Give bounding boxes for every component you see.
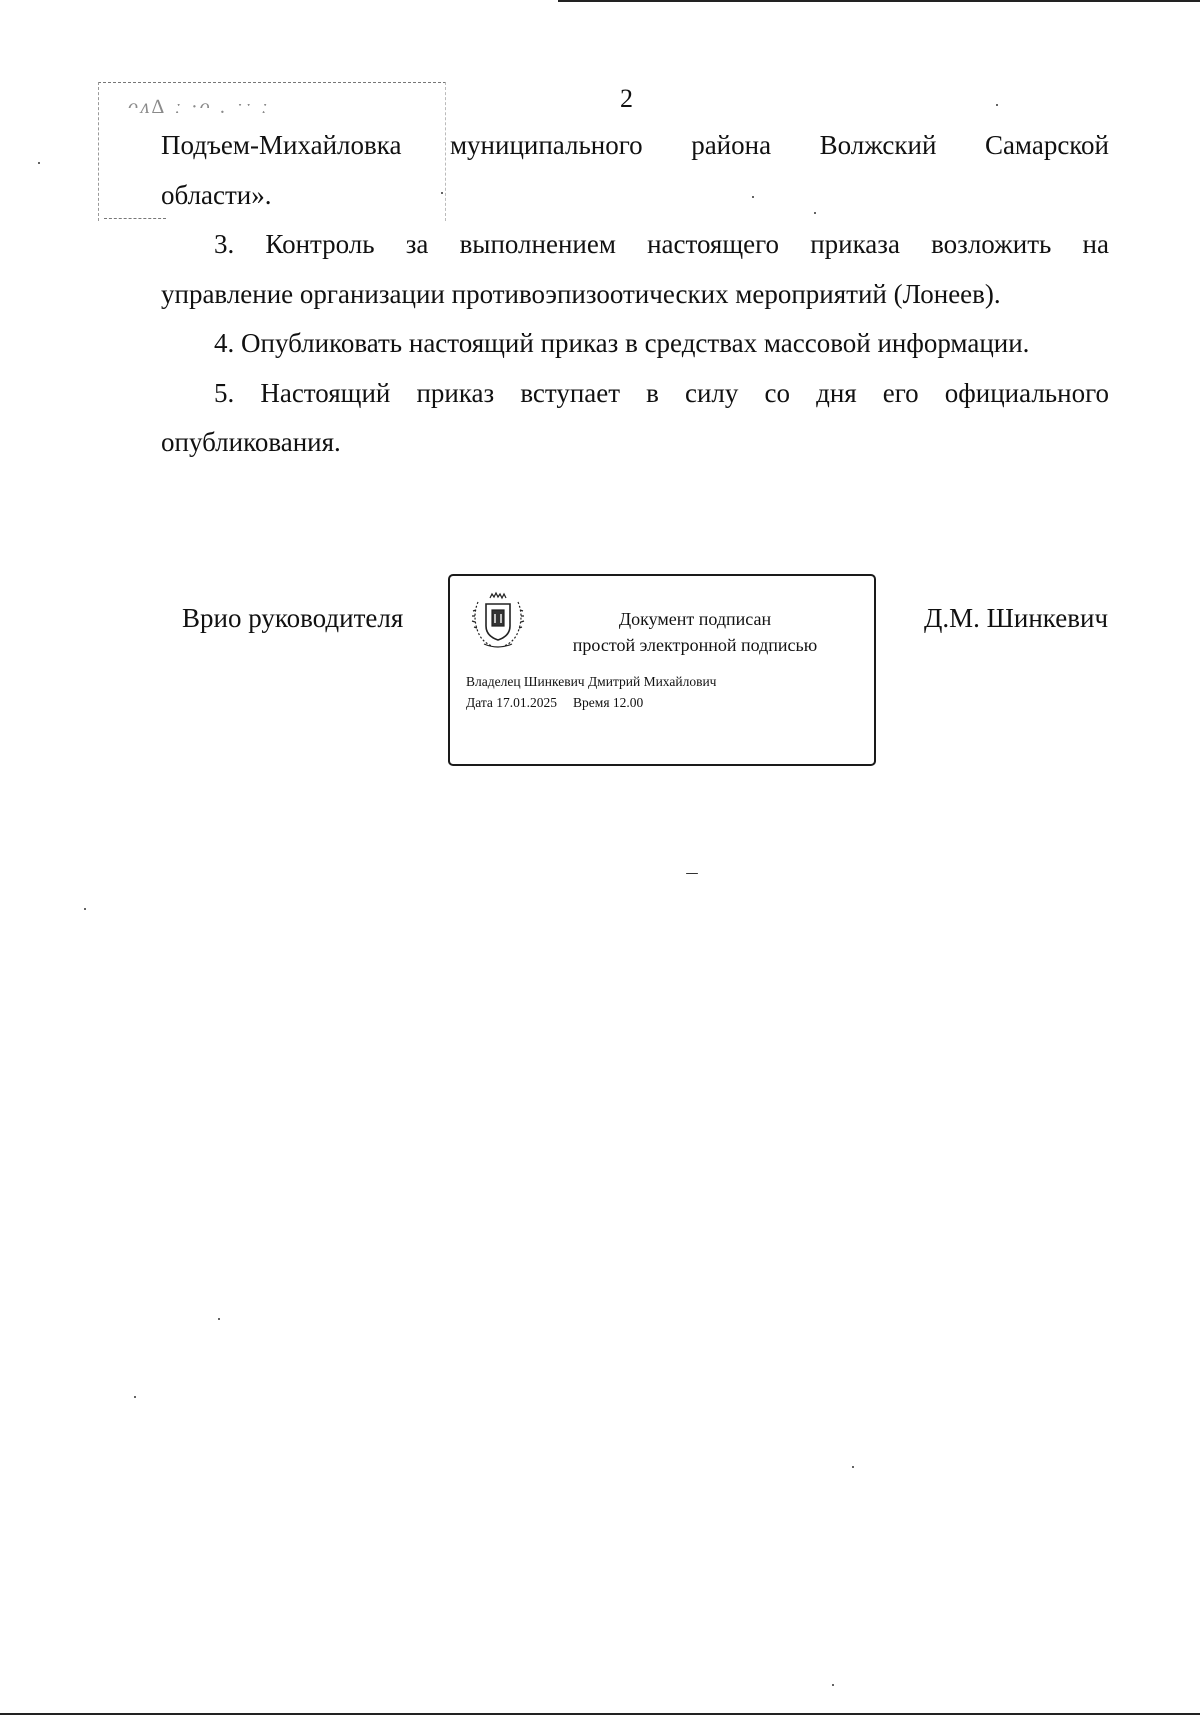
word: на bbox=[1082, 229, 1109, 259]
paragraph-3-line-2: управление организации противоэпизоотических мероприятий (Лонеев). bbox=[161, 279, 1001, 309]
coat-of-arms-icon bbox=[468, 590, 528, 652]
word: Подъем-Михайловка bbox=[161, 130, 402, 160]
bottom-edge-line bbox=[0, 1713, 1200, 1715]
scan-speck bbox=[218, 1318, 220, 1320]
scan-speck bbox=[441, 192, 443, 194]
paragraph-5-line-1 bbox=[214, 368, 1109, 418]
scan-artifact-line bbox=[104, 218, 166, 220]
word: 3. bbox=[214, 229, 235, 259]
scan-speck bbox=[814, 212, 816, 214]
word: настоящего bbox=[647, 229, 780, 259]
paragraph-5-line-2: опубликования. bbox=[161, 427, 341, 457]
word: 5. bbox=[214, 378, 235, 408]
stamp-title-line-2: простой электронной подписью bbox=[572, 635, 818, 655]
top-edge-line bbox=[558, 0, 1200, 2]
stamp-title bbox=[540, 606, 850, 658]
word: приказа bbox=[810, 229, 900, 259]
word: приказ bbox=[416, 378, 495, 408]
stamp-date: Дата 17.01.2025 bbox=[466, 695, 558, 710]
stamp-date-time bbox=[466, 695, 643, 711]
word: его bbox=[882, 378, 919, 408]
paragraph-3-line-1 bbox=[214, 219, 1109, 269]
stamp-owner: Владелец Шинкевич Дмитрий Михайлович bbox=[466, 674, 717, 689]
word: Самарской bbox=[984, 130, 1109, 160]
signer-name: Д.М. Шинкевич bbox=[924, 603, 1109, 633]
page-number: 2 bbox=[620, 84, 633, 113]
scan-speck bbox=[134, 1396, 136, 1398]
word: в bbox=[646, 378, 659, 408]
word: за bbox=[405, 229, 429, 259]
scan-speck bbox=[84, 908, 86, 910]
stamp-title-line-1: Документ подписан bbox=[618, 609, 772, 629]
word: муниципального bbox=[449, 130, 643, 160]
signer-role: Врио руководителя bbox=[182, 603, 404, 633]
word: официального bbox=[944, 378, 1109, 408]
scan-noise-text: ᴖᴧ∆ ː ·ᴖ . ˑˑ ː bbox=[128, 96, 271, 118]
scan-speck bbox=[996, 104, 998, 106]
scan-speck bbox=[832, 1684, 834, 1686]
scan-speck bbox=[752, 196, 754, 198]
paragraph-4: 4. Опубликовать настоящий приказ в средствах массовой информации. bbox=[214, 328, 1030, 358]
word: возложить bbox=[931, 229, 1052, 259]
word: Контроль bbox=[265, 229, 375, 259]
electronic-signature-stamp bbox=[448, 574, 876, 766]
word: силу bbox=[684, 378, 739, 408]
word: выполнением bbox=[459, 229, 616, 259]
word: со bbox=[764, 378, 790, 408]
body-line-2: области». bbox=[161, 180, 272, 210]
stamp-time: Время 12.00 bbox=[573, 695, 644, 710]
word: района bbox=[691, 130, 772, 160]
scan-speck bbox=[852, 1466, 854, 1468]
word: дня bbox=[816, 378, 857, 408]
word: вступает bbox=[520, 378, 621, 408]
word: Волжский bbox=[819, 130, 937, 160]
word: Настоящий bbox=[260, 378, 391, 408]
scan-speck bbox=[38, 162, 40, 164]
body-line-1 bbox=[161, 120, 1109, 170]
scan-speck bbox=[686, 873, 698, 874]
